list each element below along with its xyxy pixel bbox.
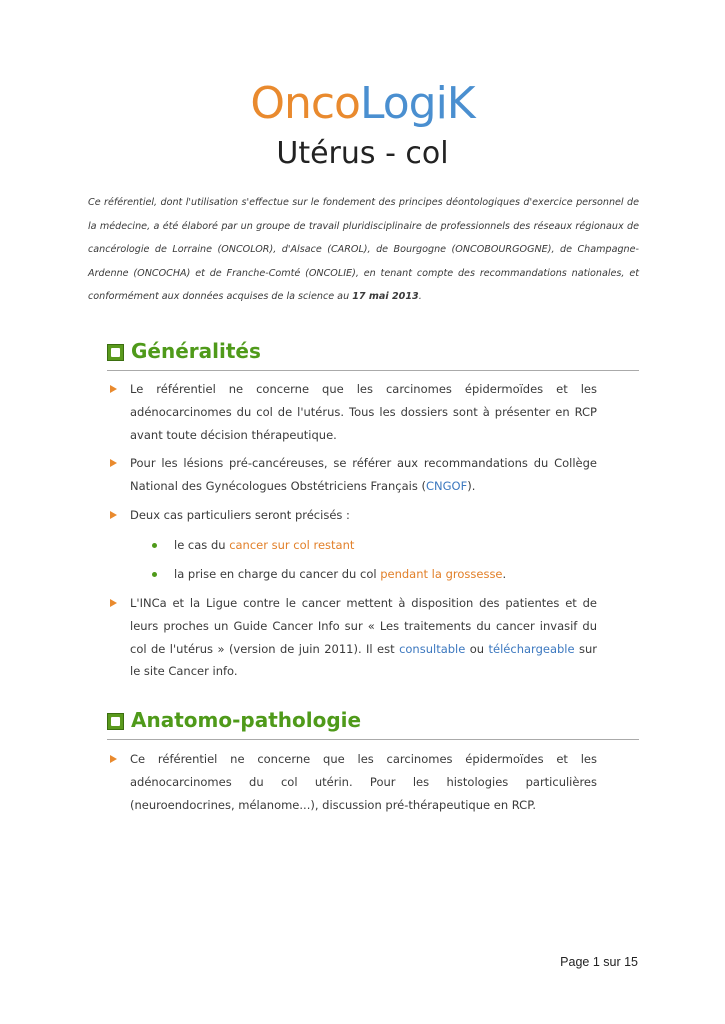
bullet-arrow-icon <box>110 459 117 467</box>
section-heading-label: Anatomo-pathologie <box>131 708 362 732</box>
intro-paragraph <box>88 191 639 309</box>
logo-part-onco: Onco <box>250 78 360 129</box>
list-item-text: Pour les lésions pré-cancéreuses, se référer aux recommandations du Collège National des Gynécologues Obstétriciens Français ( <box>130 456 597 493</box>
bullet-arrow-icon <box>110 511 117 519</box>
telechargeable-link[interactable]: téléchargeable <box>488 641 575 656</box>
list-item-text: ). <box>467 478 476 493</box>
sub-list-item <box>174 563 506 586</box>
bullet-arrow-icon <box>110 755 117 763</box>
sub-item-text: le cas du <box>174 538 230 552</box>
list-item: Deux cas particuliers seront précisés : <box>130 508 350 522</box>
list-item: Ce référentiel ne concerne que les carcinomes épidermoïdes et les adénocarcinomes du col utérin. Pour les histologies particulières (neuroendocrines, mélanome...), discussion pré-thérapeutique en RCP. <box>130 752 597 812</box>
list-item <box>130 592 597 683</box>
cancer-col-restant-link[interactable]: cancer sur col restant <box>229 538 355 552</box>
bullet-arrow-icon <box>110 599 117 607</box>
bullet-arrow-icon <box>110 385 117 393</box>
sub-item-text: . <box>502 567 507 581</box>
list-item-text: sur le site Cancer info. <box>130 641 598 679</box>
list-item: Le référentiel ne concerne que les carcinomes épidermoïdes et les adénocarcinomes du col de l'utérus. Tous les dossiers sont à présenter en RCP avant toute décision thérapeutique. <box>130 382 597 442</box>
bullet-dot-icon <box>152 543 157 548</box>
oncologik-logo <box>0 78 725 130</box>
section-square-icon <box>107 344 124 361</box>
sub-item-text: la prise en charge du cancer du col <box>174 567 381 581</box>
grossesse-link[interactable]: pendant la grossesse <box>380 567 503 581</box>
list-item <box>130 452 597 498</box>
list-item-text: ou <box>465 641 489 656</box>
intro-end: . <box>418 291 422 303</box>
bullet-dot-icon <box>152 572 157 577</box>
list-item-text: L'INCa et la Ligue contre le cancer mettent à disposition des patientes et de leurs proches un Guide Cancer Info sur « Les traitements du cancer invasif du col de l'utérus » (version de juin 2011). Il est <box>130 596 597 656</box>
intro-text: Ce référentiel, dont l'utilisation s'effectue sur le fondement des principes déontologiques d'exercice personnel de la médecine, a été élaboré par un groupe de travail pluridisciplinaire de professionnels des réseaux régionaux de cancérologie de Lorraine (ONCOLOR), d'Alsace (CAROL), de Bourgogne (ONCOBOURGOGNE), de Champagne-Ardenne (ONCOCHA) et de Franche-Comté (ONCOLIE), en tenant compte des recommandations nationales, et conformément aux données acquises de la science au <box>88 197 639 303</box>
section-heading-anatomo-pathologie <box>107 709 639 740</box>
section-heading-label: Généralités <box>131 339 261 363</box>
section-square-icon <box>107 713 124 730</box>
logo-part-logik: LogiK <box>359 78 475 129</box>
sub-list-item <box>174 534 354 557</box>
intro-date: 17 mai 2013 <box>352 291 419 303</box>
section-heading-generalites <box>107 340 639 371</box>
page-number: Page 1 sur 15 <box>560 955 638 969</box>
consultable-link[interactable]: consultable <box>399 641 466 656</box>
page-title: Utérus - col <box>276 136 449 171</box>
cngof-link[interactable]: CNGOF <box>426 478 468 493</box>
